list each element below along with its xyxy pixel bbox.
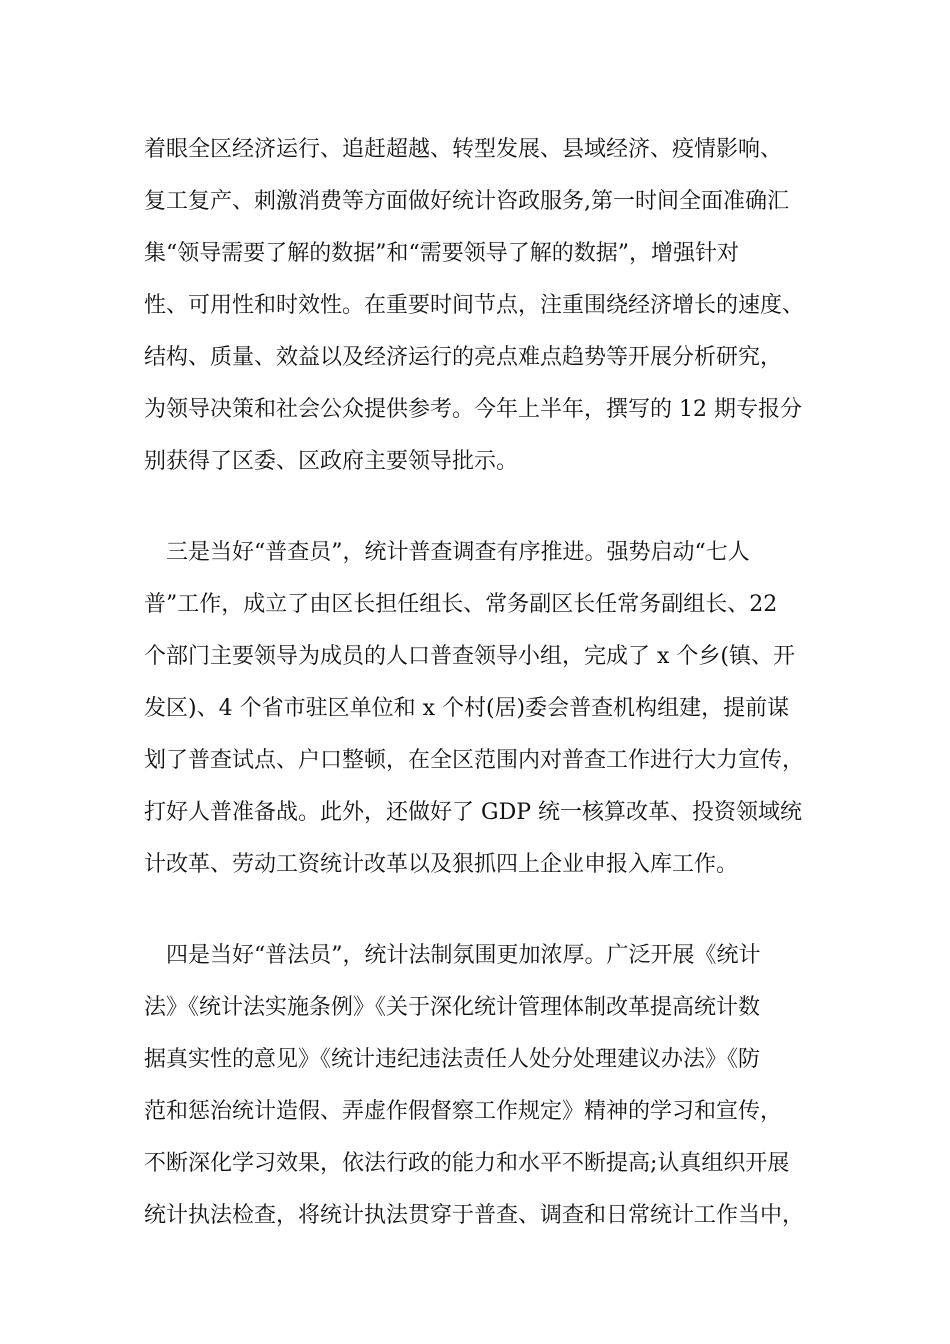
text-line: 集“领导需要了解的数据”和“需要领导了解的数据”，增强针对 bbox=[144, 241, 739, 266]
text-line: 法》《统计法实施条例》《关于深化统计管理体制改革提高统计数 bbox=[144, 995, 761, 1020]
text-line: 结构、质量、效益以及经济运行的亮点难点趋势等开展分析研究， bbox=[144, 345, 783, 370]
paragraph-statistical-advisory-service bbox=[144, 124, 844, 488]
text-line: 普”工作，成立了由区长担任组长、常务副区长任常务副组长、22 bbox=[144, 592, 778, 617]
text-line: 计改革、劳动工资统计改革以及狠抓四上企业申报入库工作。 bbox=[144, 852, 739, 877]
text-line: 为领导决策和社会公众提供参考。今年上半年，撰写的 12 期专报分 bbox=[144, 397, 802, 422]
text-line: 打好人普准备战。此外，还做好了 GDP 统一核算改革、投资领域统 bbox=[144, 800, 803, 825]
text-line: 划了普查试点、户口整顿，在全区范围内对普查工作进行大力宣传， bbox=[144, 748, 805, 773]
document-body bbox=[144, 124, 844, 1242]
text-line: 统计执法检查，将统计执法贯穿于普查、调查和日常统计工作当中， bbox=[144, 1203, 805, 1228]
text-line: 四是当好“普法员”，统计法制氛围更加浓厚。广泛开展《统计 bbox=[144, 943, 761, 968]
text-line: 不断深化学习效果，依法行政的能力和水平不断提高;认真组织开展 bbox=[144, 1151, 790, 1176]
text-line: 发区)、4 个省市驻区单位和 x 个村(居)委会普查机构组建，提前谋 bbox=[144, 696, 790, 721]
text-line: 性、可用性和时效性。在重要时间节点，注重围绕经济增长的速度、 bbox=[144, 293, 805, 318]
text-line: 三是当好“普查员”，统计普查调查有序推进。强势启动“七人 bbox=[144, 540, 750, 565]
text-line: 据真实性的意见》《统计违纪违法责任人处分处理建议办法》《防 bbox=[144, 1047, 761, 1072]
text-line: 范和惩治统计造假、弄虚作假督察工作规定》精神的学习和宣传， bbox=[144, 1099, 783, 1124]
paragraph-census-work bbox=[144, 527, 844, 891]
text-line: 复工复产、刺激消费等方面做好统计咨政服务,第一时间全面准确汇 bbox=[144, 189, 789, 214]
text-line: 别获得了区委、区政府主要领导批示。 bbox=[144, 449, 519, 474]
text-line: 个部门主要领导为成员的人口普查领导小组，完成了 x 个乡(镇、开 bbox=[144, 644, 795, 669]
paragraph-statistics-law-education bbox=[144, 930, 844, 1242]
text-line: 着眼全区经济运行、追赶超越、转型发展、县域经济、疫情影响、 bbox=[144, 137, 783, 162]
